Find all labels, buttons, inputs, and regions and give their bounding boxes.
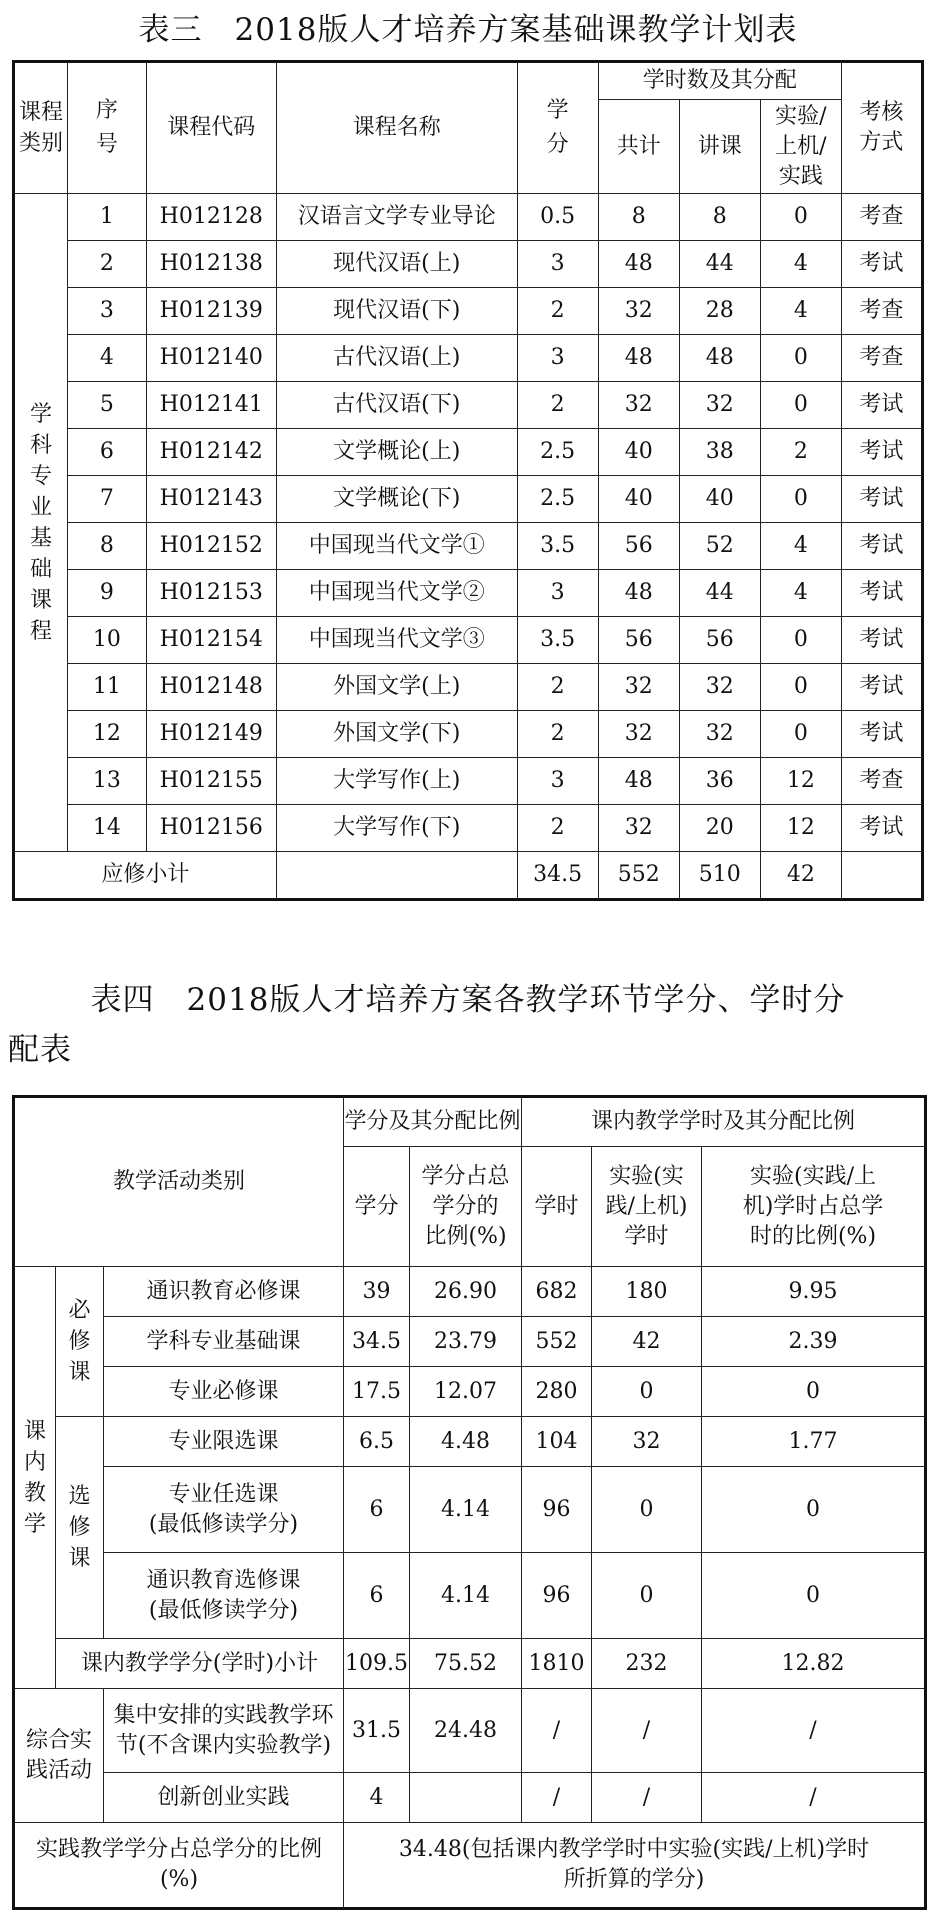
row-assess: 考试 [841, 570, 922, 617]
row-lab: 0 [760, 711, 841, 758]
row-code: H012154 [146, 617, 276, 664]
row-lab: 232 [592, 1639, 702, 1689]
row-assess: 考试 [841, 429, 922, 476]
row-code: H012141 [146, 382, 276, 429]
table-row [14, 1689, 926, 1773]
row-ratio [410, 1773, 522, 1823]
row-lab: 4 [760, 523, 841, 570]
row-lab: 0 [760, 382, 841, 429]
row-credit: 31.5 [344, 1689, 410, 1773]
row-credit: 2 [517, 711, 598, 758]
row-credit: 3 [517, 335, 598, 382]
row-lecture: 40 [679, 476, 760, 523]
table-row [14, 288, 923, 335]
header-seq: 序号 [68, 62, 147, 194]
table4 [12, 1095, 927, 1910]
table-row [14, 241, 923, 288]
practice-label: 综合实 践活动 [14, 1689, 104, 1823]
header-hours-group: 课内教学学时及其分配比例 [522, 1097, 926, 1147]
table-row [14, 805, 923, 852]
row-assess: 考查 [841, 288, 922, 335]
row-credit: 109.5 [344, 1639, 410, 1689]
row-lab-ratio: 0 [702, 1553, 926, 1639]
row-name: 学科专业基础课 [104, 1317, 344, 1367]
row-total: 48 [598, 758, 679, 805]
table-row [14, 429, 923, 476]
category-label: 学科专业基础课程 [14, 194, 68, 852]
row-lab: 4 [760, 570, 841, 617]
row-lab: 42 [592, 1317, 702, 1367]
row-lab: / [592, 1689, 702, 1773]
subtotal-blank [276, 852, 517, 900]
row-lab-ratio: / [702, 1773, 926, 1823]
row-ratio: 4.48 [410, 1417, 522, 1467]
row-seq: 14 [68, 805, 147, 852]
row-assess: 考试 [841, 711, 922, 758]
row-total: 40 [598, 429, 679, 476]
row-total: 48 [598, 335, 679, 382]
row-credit: 2.5 [517, 476, 598, 523]
row-hours: 1810 [522, 1639, 592, 1689]
row-total: 56 [598, 617, 679, 664]
row-ratio: 75.52 [410, 1639, 522, 1689]
row-course-name: 中国现当代文学② [276, 570, 517, 617]
subtotal-lab: 42 [760, 852, 841, 900]
table-row [14, 1417, 926, 1467]
row-name: 创新创业实践 [104, 1773, 344, 1823]
elective-label: 选修课 [56, 1417, 104, 1639]
row-name: 课内教学学分(学时)小计 [56, 1639, 344, 1689]
header-name: 课程名称 [276, 62, 517, 194]
row-course-name: 中国现当代文学③ [276, 617, 517, 664]
row-seq: 5 [68, 382, 147, 429]
row-hours: / [522, 1689, 592, 1773]
row-credit: 6.5 [344, 1417, 410, 1467]
table3 [12, 60, 924, 901]
row-code: H012128 [146, 194, 276, 241]
row-total: 32 [598, 805, 679, 852]
row-lecture: 44 [679, 241, 760, 288]
row-assess: 考试 [841, 241, 922, 288]
row-seq: 8 [68, 523, 147, 570]
row-lab-ratio: 0 [702, 1467, 926, 1553]
row-assess: 考查 [841, 758, 922, 805]
table-row [14, 476, 923, 523]
row-lab: 0 [592, 1367, 702, 1417]
row-total: 32 [598, 711, 679, 758]
row-code: H012155 [146, 758, 276, 805]
row-assess: 考试 [841, 617, 922, 664]
header-credit-group: 学分及其分配比例 [344, 1097, 522, 1147]
row-seq: 10 [68, 617, 147, 664]
row-lab: 4 [760, 241, 841, 288]
row-ratio: 24.48 [410, 1689, 522, 1773]
row-lab: 4 [760, 288, 841, 335]
row-lab-ratio: 9.95 [702, 1267, 926, 1317]
row-hours: 104 [522, 1417, 592, 1467]
row-course-name: 现代汉语(下) [276, 288, 517, 335]
header-activity: 教学活动类别 [14, 1097, 344, 1267]
row-assess: 考试 [841, 523, 922, 570]
row-lab-ratio: 0 [702, 1367, 926, 1417]
subtotal-assess [841, 852, 922, 900]
row-credit: 2 [517, 288, 598, 335]
row-course-name: 外国文学(下) [276, 711, 517, 758]
row-seq: 4 [68, 335, 147, 382]
row-hours: / [522, 1773, 592, 1823]
header-code: 课程代码 [146, 62, 276, 194]
row-lab: 0 [592, 1467, 702, 1553]
row-course-name: 中国现当代文学① [276, 523, 517, 570]
footer-value: 34.48(包括课内教学学时中实验(实践/上机)学时 所折算的学分) [344, 1823, 926, 1909]
table-row [14, 194, 923, 241]
row-lab: 0 [760, 617, 841, 664]
row-hours: 96 [522, 1467, 592, 1553]
table-row [14, 335, 923, 382]
row-lecture: 8 [679, 194, 760, 241]
row-lab: 180 [592, 1267, 702, 1317]
row-lab: 0 [760, 194, 841, 241]
row-lecture: 52 [679, 523, 760, 570]
table4-title-continued: 配表 [8, 1032, 72, 1068]
row-name: 集中安排的实践教学环 节(不含课内实验教学) [104, 1689, 344, 1773]
row-name: 通识教育必修课 [104, 1267, 344, 1317]
row-total: 32 [598, 664, 679, 711]
row-credit: 3 [517, 758, 598, 805]
row-course-name: 文学概论(下) [276, 476, 517, 523]
row-lecture: 28 [679, 288, 760, 335]
table-row [14, 1467, 926, 1553]
row-name: 专业必修课 [104, 1367, 344, 1417]
row-course-name: 汉语言文学专业导论 [276, 194, 517, 241]
row-code: H012148 [146, 664, 276, 711]
row-code: H012152 [146, 523, 276, 570]
row-ratio: 12.07 [410, 1367, 522, 1417]
row-ratio: 23.79 [410, 1317, 522, 1367]
row-ratio: 4.14 [410, 1467, 522, 1553]
row-total: 32 [598, 288, 679, 335]
row-course-name: 外国文学(上) [276, 664, 517, 711]
table-row [14, 1553, 926, 1639]
row-credit: 0.5 [517, 194, 598, 241]
table-row [14, 1367, 926, 1417]
table-row [14, 382, 923, 429]
inclass-label: 课内教学 [14, 1267, 56, 1689]
row-code: H012140 [146, 335, 276, 382]
row-lecture: 32 [679, 664, 760, 711]
row-total: 48 [598, 241, 679, 288]
subtotal-credit: 34.5 [517, 852, 598, 900]
table-row [14, 1267, 926, 1317]
row-course-name: 古代汉语(下) [276, 382, 517, 429]
header-credit: 学分 [344, 1147, 410, 1267]
row-hours: 96 [522, 1553, 592, 1639]
row-total: 56 [598, 523, 679, 570]
row-seq: 2 [68, 241, 147, 288]
row-code: H012139 [146, 288, 276, 335]
row-credit: 39 [344, 1267, 410, 1317]
row-lab: 0 [760, 664, 841, 711]
header-hours: 学时 [522, 1147, 592, 1267]
row-lecture: 56 [679, 617, 760, 664]
header-hours-group: 学时数及其分配 [598, 62, 841, 100]
row-lab: 0 [760, 335, 841, 382]
subtotal-total: 552 [598, 852, 679, 900]
row-course-name: 现代汉语(上) [276, 241, 517, 288]
row-code: H012156 [146, 805, 276, 852]
header-lab: 实验/ 上机/ 实践 [760, 100, 841, 194]
row-total: 32 [598, 382, 679, 429]
row-code: H012143 [146, 476, 276, 523]
row-total: 8 [598, 194, 679, 241]
row-seq: 12 [68, 711, 147, 758]
row-lab: 12 [760, 758, 841, 805]
header-credit: 学分 [517, 62, 598, 194]
row-code: H012142 [146, 429, 276, 476]
row-seq: 1 [68, 194, 147, 241]
row-lab: 12 [760, 805, 841, 852]
table-row [14, 523, 923, 570]
row-credit: 2 [517, 664, 598, 711]
row-code: H012153 [146, 570, 276, 617]
row-assess: 考试 [841, 805, 922, 852]
header-assess: 考核 方式 [841, 62, 922, 194]
row-lab-ratio: 1.77 [702, 1417, 926, 1467]
table-row [14, 758, 923, 805]
row-lecture: 48 [679, 335, 760, 382]
row-assess: 考查 [841, 335, 922, 382]
table-row [14, 570, 923, 617]
row-lab: 2 [760, 429, 841, 476]
row-course-name: 大学写作(上) [276, 758, 517, 805]
row-name: 专业限选课 [104, 1417, 344, 1467]
footer-row [14, 1823, 926, 1909]
header-lab: 实验(实 践/上机) 学时 [592, 1147, 702, 1267]
table-row [14, 1773, 926, 1823]
row-name: 专业任选课 (最低修读学分) [104, 1467, 344, 1553]
row-lecture: 32 [679, 711, 760, 758]
row-credit: 6 [344, 1467, 410, 1553]
row-lab-ratio: 12.82 [702, 1639, 926, 1689]
row-credit: 3 [517, 241, 598, 288]
row-hours: 280 [522, 1367, 592, 1417]
row-assess: 考试 [841, 476, 922, 523]
row-lecture: 38 [679, 429, 760, 476]
row-code: H012138 [146, 241, 276, 288]
required-label: 必修课 [56, 1267, 104, 1417]
row-lecture: 20 [679, 805, 760, 852]
table-row [14, 711, 923, 758]
table3-title: 表三 2018版人才培养方案基础课教学计划表 [138, 12, 798, 48]
row-lab: 32 [592, 1417, 702, 1467]
row-ratio: 4.14 [410, 1553, 522, 1639]
row-code: H012149 [146, 711, 276, 758]
row-lab: 0 [760, 476, 841, 523]
table-row [14, 664, 923, 711]
row-credit: 2.5 [517, 429, 598, 476]
row-lab: 0 [592, 1553, 702, 1639]
row-assess: 考试 [841, 382, 922, 429]
header-total: 共计 [598, 100, 679, 194]
row-lecture: 44 [679, 570, 760, 617]
table4-title: 表四 2018版人才培养方案各教学环节学分、学时分 [90, 982, 846, 1018]
row-credit: 2 [517, 382, 598, 429]
subtotal-row [14, 852, 923, 900]
row-seq: 9 [68, 570, 147, 617]
subtotal-lecture: 510 [679, 852, 760, 900]
row-hours: 682 [522, 1267, 592, 1317]
row-lecture: 32 [679, 382, 760, 429]
row-total: 40 [598, 476, 679, 523]
row-course-name: 古代汉语(上) [276, 335, 517, 382]
row-lab-ratio: 2.39 [702, 1317, 926, 1367]
row-seq: 6 [68, 429, 147, 476]
row-ratio: 26.90 [410, 1267, 522, 1317]
row-hours: 552 [522, 1317, 592, 1367]
row-course-name: 大学写作(下) [276, 805, 517, 852]
subtotal-label: 应修小计 [14, 852, 277, 900]
row-credit: 3.5 [517, 617, 598, 664]
row-assess: 考试 [841, 664, 922, 711]
row-credit: 34.5 [344, 1317, 410, 1367]
row-lab: / [592, 1773, 702, 1823]
header-ratio: 学分占总 学分的 比例(%) [410, 1147, 522, 1267]
row-seq: 13 [68, 758, 147, 805]
header-category: 课程类别 [14, 62, 68, 194]
row-seq: 11 [68, 664, 147, 711]
header-lab-ratio: 实验(实践/上 机)学时占总学 时的比例(%) [702, 1147, 926, 1267]
row-lab-ratio: / [702, 1689, 926, 1773]
footer-label: 实践教学学分占总学分的比例 (%) [14, 1823, 344, 1909]
row-credit: 17.5 [344, 1367, 410, 1417]
row-course-name: 文学概论(上) [276, 429, 517, 476]
row-seq: 7 [68, 476, 147, 523]
header-lecture: 讲课 [679, 100, 760, 194]
row-credit: 3 [517, 570, 598, 617]
row-seq: 3 [68, 288, 147, 335]
row-credit: 2 [517, 805, 598, 852]
table-row [14, 1639, 926, 1689]
row-credit: 6 [344, 1553, 410, 1639]
row-credit: 3.5 [517, 523, 598, 570]
row-lecture: 36 [679, 758, 760, 805]
table-row [14, 617, 923, 664]
row-assess: 考查 [841, 194, 922, 241]
table-row [14, 1317, 926, 1367]
row-name: 通识教育选修课 (最低修读学分) [104, 1553, 344, 1639]
row-total: 48 [598, 570, 679, 617]
row-credit: 4 [344, 1773, 410, 1823]
